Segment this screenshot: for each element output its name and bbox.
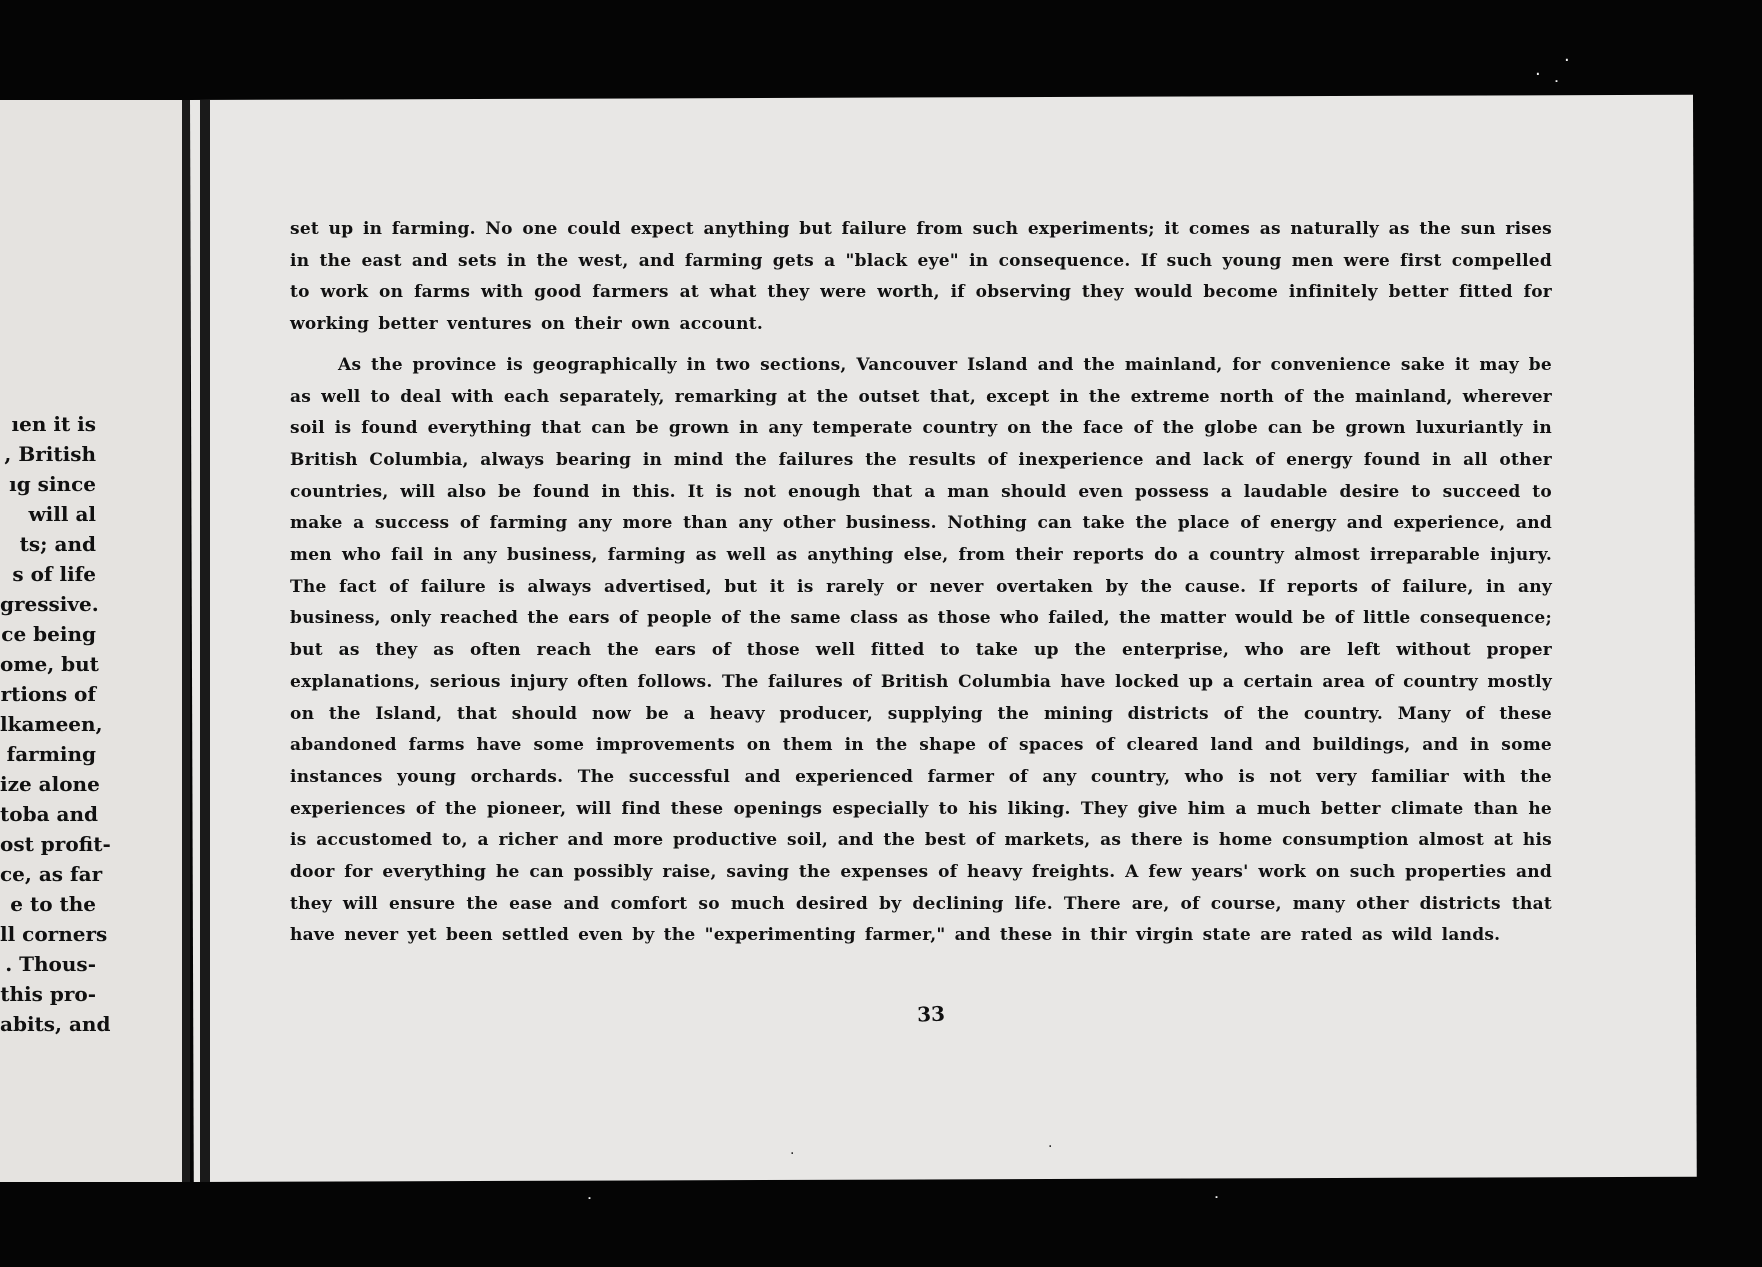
left-page-line: gressive.	[0, 592, 99, 616]
left-page-line: ıen it is	[11, 412, 96, 436]
left-page-line: . Thous-	[5, 952, 96, 976]
scan-speck: ·	[1535, 64, 1541, 85]
scan-speck: ˙	[1212, 1194, 1221, 1215]
page-gutter	[182, 100, 190, 1182]
left-page-line: abits, and	[0, 1012, 111, 1036]
left-page-line: ll corners	[0, 922, 108, 946]
binding-line	[200, 100, 210, 1182]
left-page-line: e to the	[10, 892, 96, 916]
left-page-line: ce being	[1, 622, 96, 646]
left-page-line: toba and	[0, 802, 98, 826]
left-page-line: rtions of	[0, 682, 96, 706]
left-page-line: farming	[6, 742, 96, 766]
left-page-line: will al	[28, 502, 96, 526]
left-page-line: ost profit-	[0, 832, 111, 856]
left-page-line: ce, as far	[0, 862, 103, 886]
scan-speck: ·	[1048, 1139, 1053, 1155]
left-page-line: ts; and	[19, 532, 96, 556]
left-page-line: ize alone	[0, 772, 100, 796]
scan-speck: ˙	[1552, 78, 1561, 99]
scan-speck: ˙	[585, 1195, 594, 1216]
main-page-text	[290, 214, 1552, 952]
paragraph-1: set up in farming. No one could expect anything but failure from such experiments; it comes as naturally as the sun rises in the east and sets in the west, and farming gets a "black eye" in consequence. If such young men were first compelled to work on farms with good farmers at what they were worth, if observing they would become infinitely better fitted for working better ventures on their own account.	[290, 219, 1552, 335]
scan-speck: ·	[790, 1146, 795, 1162]
page-number: 33	[916, 1001, 946, 1027]
left-page-fragment	[0, 100, 182, 1182]
paragraph-2: As the province is geographically in two sections, Vancouver Island and the mainland, for convenience sake it may be as well to deal with each separately, remarking at the outset that, except in the extreme north of the mainland, wherever soil is found everything that can be grown in any temperate country on the face of the globe can be grown luxuriantly in British Columbia, always bearing in mind the failures the results of inexperience and lack of energy found in all other countries, will also be found in this. It is not enough that a man should even possess a laudable desire to succeed to make a success of farming any more than any other business. Nothing can take the place of energy and experience, and men who fail in any business, farming as well as anything else, from their reports do a country almost irreparable injury. The fact of failure is always advertised, but it is rarely or never overtaken by the cause. If reports of failure, in any business, only reached the ears of people of the same class as those who failed, the matter would be of little consequence; but as they as often reach the ears of those well fitted to take up the enterprise, who are left without proper explanations, serious injury often follows. The failures of British Columbia have locked up a certain area of country mostly on the Island, that should now be a heavy producer, supplying the mining districts of the country. Many of these abandoned farms have some improvements on them in the shape of spaces of cleared land and buildings, and in some instances young orchards. The successful and experienced farmer of any country, who is not very familiar with the experiences of the pioneer, will find these openings especially to his liking. They give him a much better climate than he is accustomed to, a richer and more productive soil, and the best of markets, as there is home consumption almost at his door for everything he can possibly raise, saving the expenses of heavy freights. A few years' work on such properties and they will ensure the ease and comfort so much desired by declining life. There are, of course, many other districts that have never yet been settled even by the "experimenting farmer," and these in thir virgin state are rated as wild lands.	[290, 354, 1552, 946]
left-page-line: , British	[4, 442, 96, 466]
left-page-line: this pro-	[0, 982, 96, 1006]
left-page-line: ıg since	[9, 472, 96, 496]
left-page-line: s of life	[12, 562, 96, 586]
left-page-line: lkameen,	[0, 712, 103, 736]
scan-speck: ·	[1564, 50, 1570, 71]
left-page-line: ome, but	[0, 652, 99, 676]
